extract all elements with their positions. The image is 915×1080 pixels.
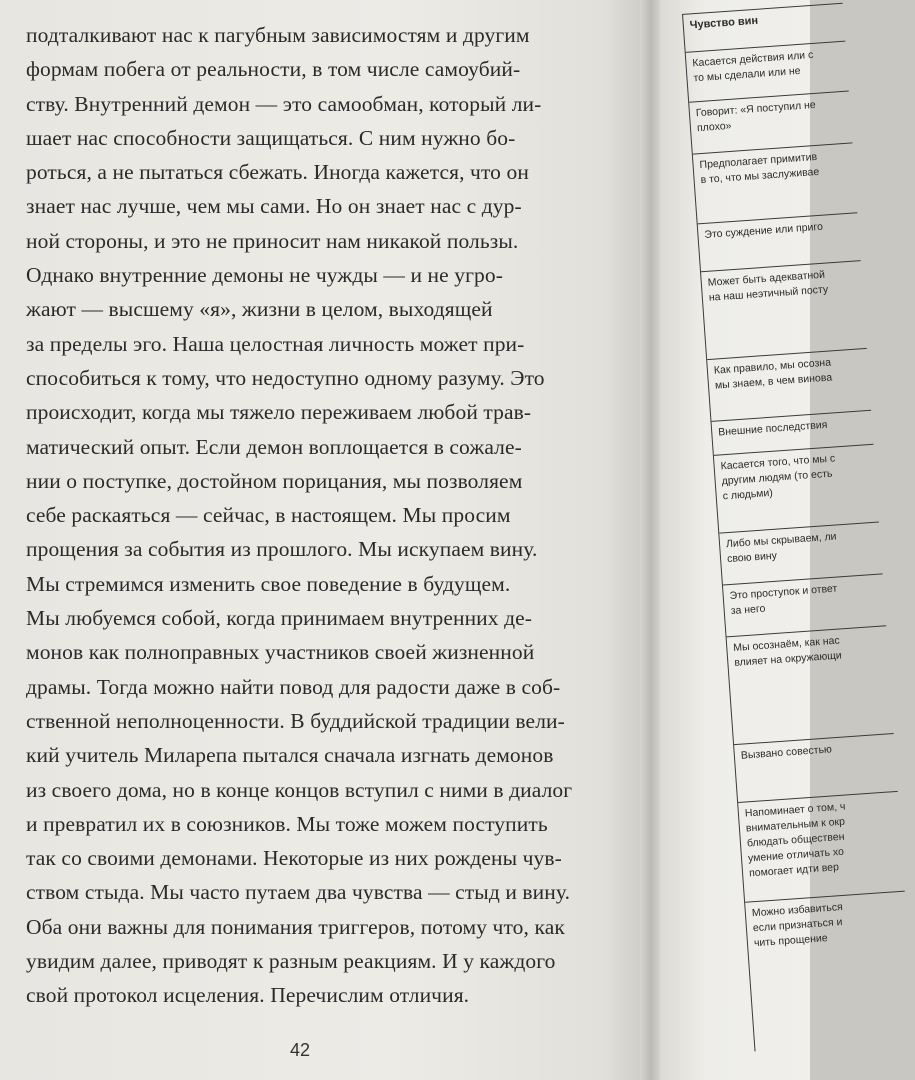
comparison-table <box>682 3 915 1052</box>
text-line: Однако внутренние демоны не чужды — и не угро- <box>26 263 503 288</box>
table-cell: Вызвано совестью <box>734 733 898 802</box>
text-line: Мы стремимся изменить свое поведение в будущем. <box>26 571 511 596</box>
text-line: способиться к тому, что недоступно одному разуму. Это <box>26 365 545 390</box>
text-line: свой протокол исцеления. Перечислим отличия. <box>26 983 470 1008</box>
text-line: подталкивают нас к пагубным зависимостям и другим <box>26 23 530 47</box>
table-cell: Внешние последствия <box>711 410 873 455</box>
text-line: из своего дома, но в конце концов вступил с ними в диалог <box>26 777 573 802</box>
text-line: ству. Внутренний демон — это самообман, который ли- <box>26 91 542 116</box>
text-line: ственной неполноценности. В буддийской традиции вели- <box>26 708 565 733</box>
table-cell: Предполагает примитив в то, что мы заслуживае <box>693 142 857 223</box>
page-number: 42 <box>290 1040 311 1060</box>
text-line: нии о поступке, достойном порицания, мы позволяем <box>26 468 523 493</box>
text-line: за пределы эго. Наша целостная личность может при- <box>26 331 525 356</box>
text-line: ной стороны, и это не приносит нам никакой пользы. <box>26 228 519 253</box>
table-cell: Касается того, что мы с другим людям (то есть с людьми) <box>714 444 879 533</box>
table-cell: Говорит: «Я поступил не плохо» <box>689 91 852 154</box>
text-line: матический опыт. Если демон воплощается в сожале- <box>26 434 522 459</box>
text-line: увидим далее, приводят к разным реакциям. И у каждого <box>26 949 556 974</box>
table-cell: Это суждение или приго <box>698 212 861 271</box>
table-cell: Можно избавиться если признаться и чить прощение <box>745 891 911 992</box>
text-line: формам побега от реальности, в том числе самоубий- <box>26 57 521 82</box>
text-line: роться, а не пытаться сбежать. Иногда кажется, что он <box>26 160 529 185</box>
text-line: шает нас способности защищаться. С ним нужно бо- <box>26 125 516 150</box>
text-line: ством стыда. Мы часто путаем два чувства — стыд и вину. <box>26 880 571 905</box>
text-line: кий учитель Миларепа пытался сначала изгнать демонов <box>26 743 554 768</box>
body-text <box>26 18 596 1013</box>
text-line: происходит, когда мы тяжело переживаем любой трав- <box>26 400 532 425</box>
text-line: драмы. Тогда можно найти повод для радости даже в соб- <box>26 674 561 699</box>
text-line: монов как полноправных участников своей жизненной <box>26 640 535 665</box>
text-line: прощения за события из прошлого. Мы искупаем вину. <box>26 537 538 562</box>
table-cell: Может быть адекватной на наш неэтичный посту <box>701 260 867 359</box>
text-line: так со своими демонами. Некоторые из них рождены чув- <box>26 846 562 871</box>
table-header-cell: Чувство вин <box>683 3 845 52</box>
text-line: Оба они важны для понимания триггеров, потому что, как <box>26 914 565 939</box>
table-cell: Либо мы скрываем, ли свою вину <box>719 522 882 585</box>
table-cell: Как правило, мы осозна мы знаем, в чем винова <box>707 348 871 421</box>
text-line: и превратил их в союзников. Мы тоже можем поступить <box>26 811 548 836</box>
book-gutter <box>640 0 662 1080</box>
text-line: знает нас лучше, чем мы сами. Но он знает нас с дур- <box>26 194 522 219</box>
table-cell: Напоминает о том, ч внимательным к окр блюдать обществен умение отличать хо помогает идти вер <box>738 791 905 902</box>
text-line: Мы любуемся собой, когда принимаем внутренних де- <box>26 606 533 631</box>
table-cell: Касается действия или с то мы сделали или не <box>686 41 849 102</box>
table-cell: Мы осознаём, как нас влияет на окружающи <box>727 625 894 744</box>
table-cell: Это проступок и ответ за него <box>723 573 886 636</box>
text-line: жают — высшему «я», жизни в целом, выходящей <box>26 297 493 322</box>
right-page <box>660 0 846 1080</box>
text-line: себе раскаяться — сейчас, в настоящем. Мы просим <box>26 503 511 528</box>
